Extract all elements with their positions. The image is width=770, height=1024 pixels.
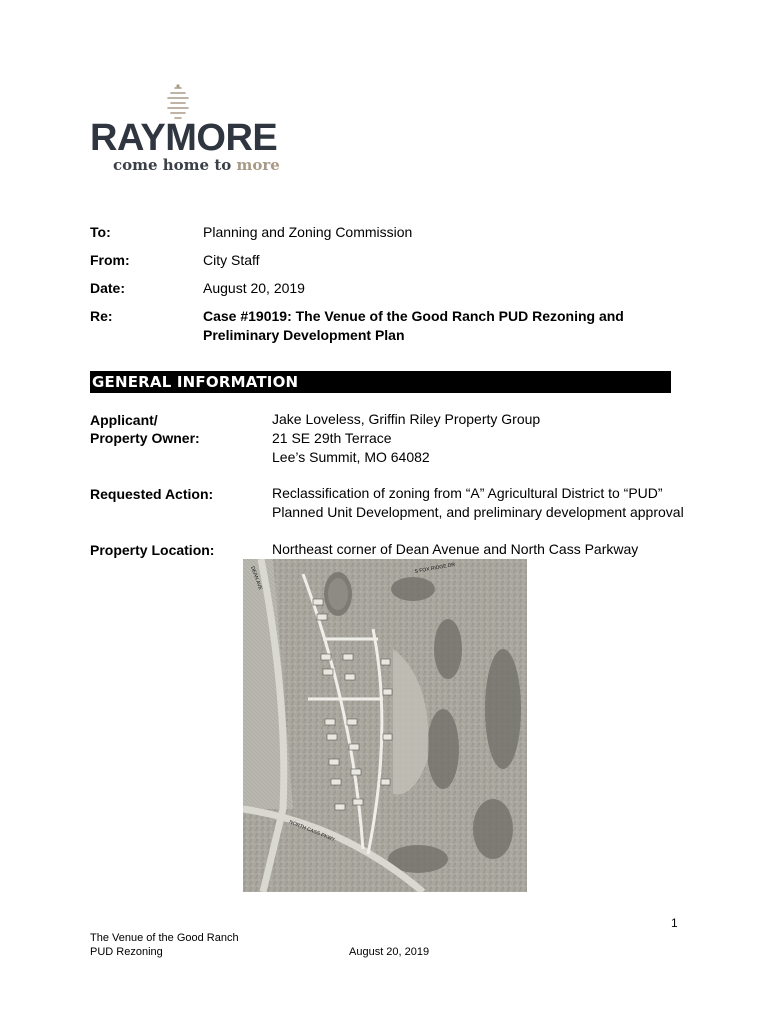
footer-title-line1: The Venue of the Good Ranch [90,932,239,944]
memo-to-label: To: [90,224,111,240]
memo-from-label: From: [90,252,130,268]
location-value: Northeast corner of Dean Avenue and North Cass Parkway [272,541,639,557]
logo-wordmark: RAYMORE [90,117,278,159]
action-line-2: Planned Unit Development, and preliminary development approval [272,504,684,520]
memo-to-value: Planning and Zoning Commission [203,224,413,240]
memo-re-line2: Preliminary Development Plan [203,327,405,343]
memo-date-value: August 20, 2019 [203,280,305,296]
applicant-city: Lee’s Summit, MO 64082 [272,449,430,465]
street-label-north-cass: NORTH CASS PKWY [288,819,336,844]
memo-date-label: Date: [90,280,126,296]
page-number: 1 [671,916,678,930]
action-label: Requested Action: [90,486,214,502]
memo-from-value: City Staff [203,252,260,268]
tagline-accent: more [236,156,280,174]
footer-title-line2: PUD Rezoning [90,946,163,958]
section-heading: GENERAL INFORMATION [90,371,671,393]
tagline-main: come home to [113,156,237,174]
location-label: Property Location: [90,542,215,558]
applicant-street: 21 SE 29th Terrace [272,430,392,446]
applicant-label-2: Property Owner: [90,430,200,446]
street-label-fox-ridge: S FOX RIDGE DR [414,561,456,575]
applicant-label-1: Applicant/ [90,412,158,428]
street-label-dean: DEAN AVE [249,565,264,591]
footer-title [90,931,239,959]
footer-date: August 20, 2019 [349,946,430,958]
memo-re-line1: Case #19019: The Venue of the Good Ranch PUD Rezoning and [203,308,624,324]
memo-re-label: Re: [90,308,113,324]
applicant-name: Jake Loveless, Griffin Riley Property Group [272,411,541,427]
action-line-1: Reclassification of zoning from “A” Agricultural District to “PUD” [272,485,663,501]
logo-tagline [113,156,280,174]
aerial-site-map [243,559,527,892]
